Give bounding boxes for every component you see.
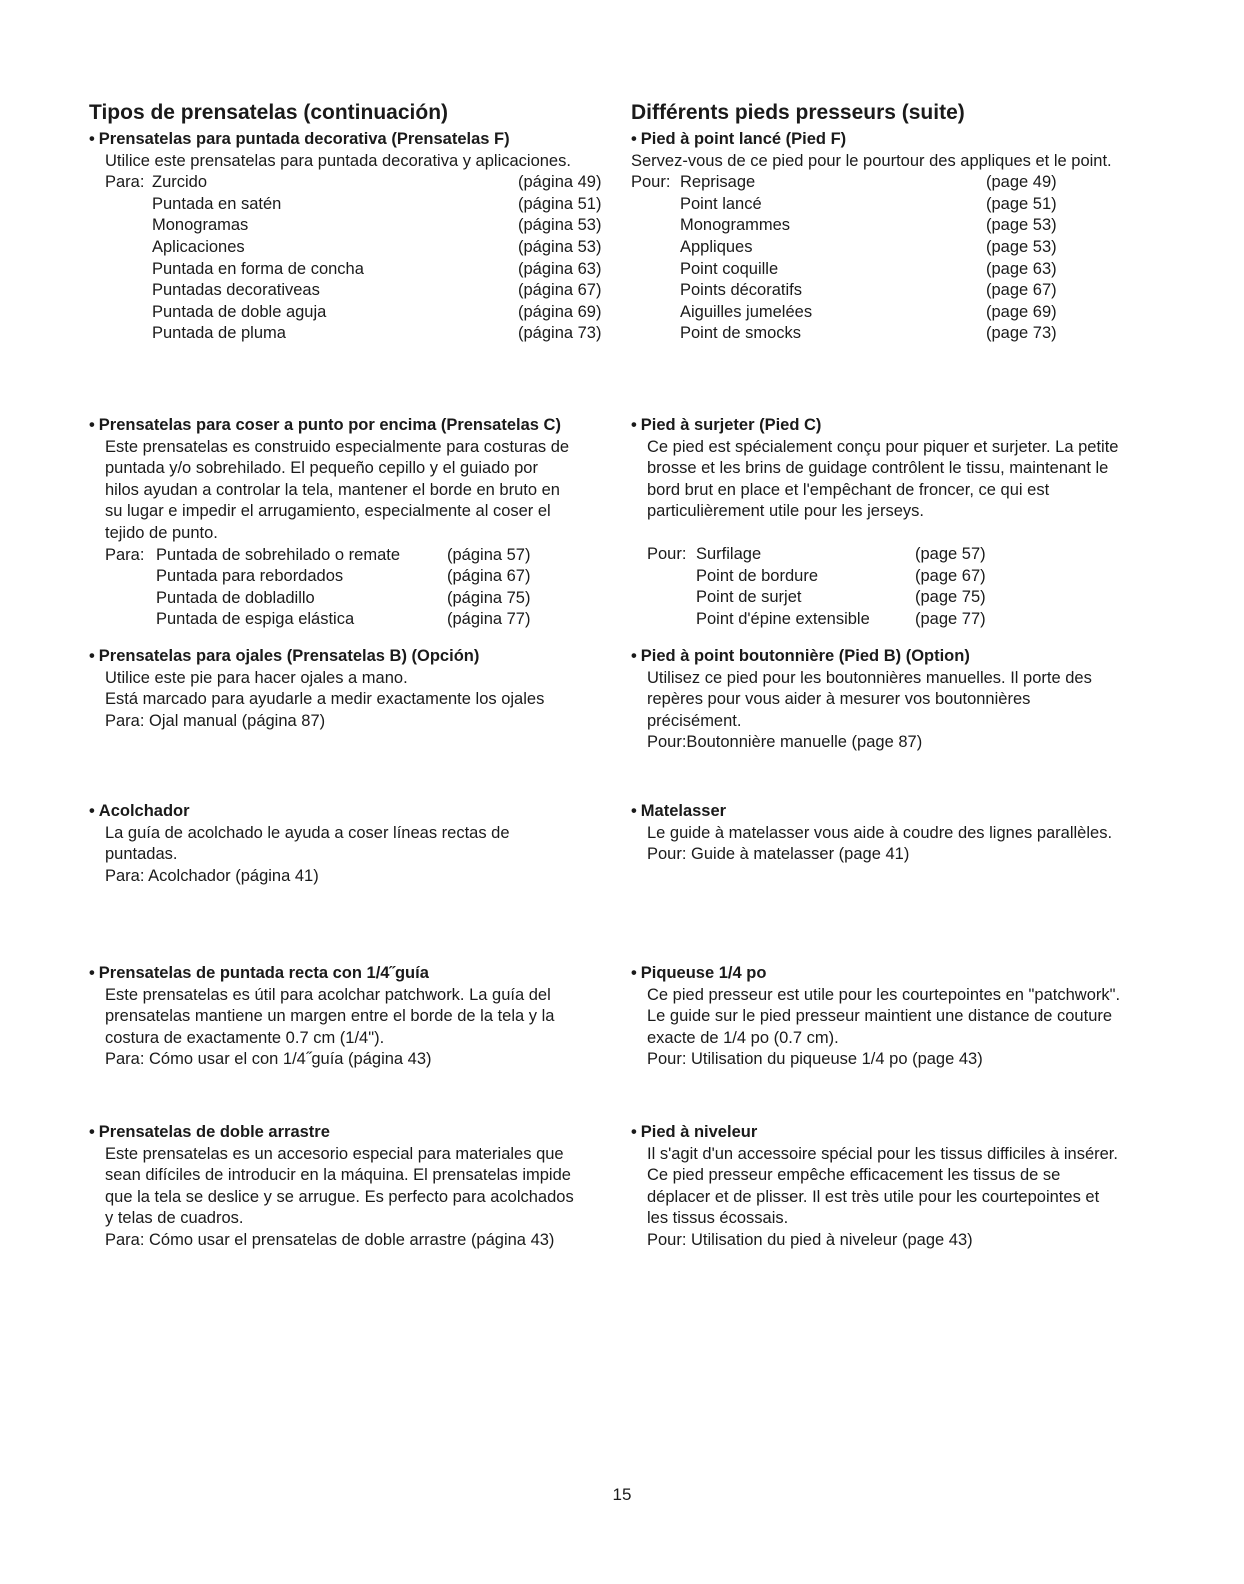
section-fr-buttonhole-foot (631, 646, 1176, 754)
section-title: • Prensatelas para puntada decorativa (Prensatelas F) (89, 129, 619, 151)
reference-row (105, 588, 619, 610)
reference-list (89, 172, 619, 345)
section-body: La guía de acolchado le ayuda a coser líneas rectas de puntadas. Para: Acolchador (página 41) (105, 823, 510, 885)
reference-row (105, 302, 619, 324)
reference-item: Aplicaciones (152, 237, 245, 256)
section-title: • Matelasser (631, 801, 1176, 823)
reference-item: Point de surjet (696, 588, 802, 607)
reference-page: (page 63) (986, 259, 1057, 278)
reference-item: Point de bordure (696, 566, 819, 585)
reference-row (105, 323, 619, 345)
section-body: Le guide à matelasser vous aide à coudre des lignes parallèles. Pour: Guide à matelasser (page 41) (647, 823, 1113, 864)
reference-row (631, 215, 1176, 237)
reference-row (105, 237, 619, 259)
reference-item: Monogramas (152, 216, 249, 235)
reference-item: Point d'épine extensible (696, 609, 870, 628)
reference-row (105, 172, 619, 194)
section-body: Servez-vous de ce pied pour le pourtour des appliques et le point. (631, 151, 1112, 170)
reference-page: (page 67) (986, 281, 1057, 300)
reference-row (631, 302, 1176, 324)
reference-item: Puntada de doble aguja (152, 302, 327, 321)
section-fr-walking-foot (631, 1122, 1176, 1252)
reference-page: (page 57) (915, 544, 986, 563)
section-body: Este prensatelas es construido especialmente para costuras de puntada y/o sobrehilado. El pequeño cepillo y el guiado por hilos ayudan a controlar la tela, mantener el borde en bruto en su lugar e impedir el arrugamiento, especialmente al coser el tejido de punto. (105, 437, 570, 542)
reference-page: (page 49) (986, 173, 1057, 192)
section-es-walking-foot (89, 1122, 624, 1252)
reference-row (105, 259, 619, 281)
french-column (631, 100, 1161, 130)
reference-row (105, 215, 619, 237)
reference-list (631, 172, 1176, 345)
section-title: • Prensatelas de puntada recta con 1/4˝guía (89, 963, 619, 985)
reference-item: Puntada de dobladillo (156, 588, 315, 607)
reference-item: Puntada para rebordados (156, 567, 344, 586)
reference-item: Points décoratifs (680, 281, 802, 300)
section-title: • Prensatelas para coser a punto por encima (Prensatelas C) (89, 415, 619, 437)
reference-page: (page 51) (986, 194, 1057, 213)
reference-label: Pour: (631, 173, 671, 192)
reference-row (105, 194, 619, 216)
section-fr-quarter-inch-foot (631, 963, 1176, 1071)
reference-page: (page 53) (986, 216, 1057, 235)
reference-page: (página 49) (518, 173, 602, 192)
reference-row (631, 172, 1176, 194)
reference-item: Zurcido (152, 173, 208, 192)
reference-page: (página 57) (447, 545, 531, 564)
reference-item: Point coquille (680, 259, 779, 278)
reference-item: Puntada en satén (152, 194, 282, 213)
section-body: Utilice este pie para hacer ojales a mano. Está marcado para ayudarle a medir exactamente los ojales Para: Ojal manual (página 87) (105, 668, 545, 730)
reference-item: Puntada de pluma (152, 324, 286, 343)
reference-row (647, 566, 1176, 588)
reference-item: Point de smocks (680, 324, 802, 343)
reference-row (647, 587, 1176, 609)
section-es-decorative-foot (89, 129, 619, 345)
reference-page: (página 77) (447, 610, 531, 629)
reference-page: (página 53) (518, 237, 602, 256)
reference-list (631, 544, 1176, 630)
reference-row (631, 194, 1176, 216)
reference-page: (página 67) (518, 281, 602, 300)
reference-item: Surfilage (696, 544, 762, 563)
reference-page: (página 51) (518, 194, 602, 213)
reference-label: Pour: (647, 544, 687, 563)
section-body: Utilice este prensatelas para puntada decorativa y aplicaciones. (105, 151, 571, 170)
reference-page: (page 75) (915, 588, 986, 607)
reference-label: Para: (105, 173, 145, 192)
reference-page: (page 69) (986, 302, 1057, 321)
reference-item: Reprisage (680, 173, 756, 192)
reference-page: (page 77) (915, 609, 986, 628)
section-title: • Pied à point boutonnière (Pied B) (Option) (631, 646, 1176, 668)
reference-page: (page 73) (986, 324, 1057, 343)
reference-item: Appliques (680, 237, 753, 256)
reference-page: (página 73) (518, 324, 602, 343)
section-es-buttonhole-foot (89, 646, 619, 732)
reference-page: (page 67) (915, 566, 986, 585)
reference-row (631, 323, 1176, 345)
reference-label: Para: (105, 545, 145, 564)
section-title: • Pied à surjeter (Pied C) (631, 415, 1176, 437)
page-title-fr: Différents pieds presseurs (suite) (631, 101, 965, 124)
reference-item: Puntada en forma de concha (152, 259, 364, 278)
reference-item: Puntada de espiga elástica (156, 610, 355, 629)
section-title: • Prensatelas de doble arrastre (89, 1122, 624, 1144)
reference-page: (page 53) (986, 237, 1057, 256)
section-fr-decorative-foot (631, 129, 1176, 345)
section-title: • Pied à point lancé (Pied F) (631, 129, 1176, 151)
page-number: 15 (612, 1485, 632, 1504)
spanish-column (89, 100, 619, 130)
reference-page: (página 69) (518, 302, 602, 321)
reference-row (631, 280, 1176, 302)
reference-row (631, 237, 1176, 259)
section-body: Ce pied est spécialement conçu pour piquer et surjeter. La petite brosse et les brins de guidage contrôlent le tissu, maintenant le bord brut en place et l'empêchant de froncer, ce qui est particulièrement utile pour les jerseys. (647, 437, 1119, 521)
section-es-quarter-inch-foot (89, 963, 619, 1071)
section-body: Este prensatelas es un accesorio especial para materiales que sean difíciles de introducir en la máquina. El prensatelas impide que la tela se deslice y se arrugue. Es perfecto para acolchados y telas de cuadros. Para: Cómo usar el prensatelas de doble arrastre (página 43) (105, 1144, 574, 1249)
section-fr-quilter (631, 801, 1176, 866)
reference-item: Puntada de sobrehilado o remate (156, 545, 401, 564)
reference-page: (página 75) (447, 588, 531, 607)
reference-item: Puntadas decorativeas (152, 281, 320, 300)
section-title: • Acolchador (89, 801, 619, 823)
section-es-quilter (89, 801, 619, 887)
reference-item: Aiguilles jumelées (680, 302, 813, 321)
reference-item: Monogrammes (680, 216, 791, 235)
section-es-overlock-foot (89, 415, 619, 631)
section-body: Utilisez ce pied pour les boutonnières manuelles. Il porte des repères pour vous aider à mesurer vos boutonnières précisément. Pour:Boutonnière manuelle (page 87) (647, 668, 1092, 752)
reference-row (647, 544, 1176, 566)
reference-row (105, 280, 619, 302)
section-body: Il s'agit d'un accessoire spécial pour les tissus difficiles à insérer. Ce pied presseur empêche efficacement les tissus de se déplacer et de plisser. Il est très utile pour les courtepointes et les tissus écossais. Pour: Utilisation du pied à niveleur (page 43) (647, 1144, 1118, 1249)
section-title: • Piqueuse 1/4 po (631, 963, 1176, 985)
reference-row (105, 545, 619, 567)
reference-row (631, 259, 1176, 281)
reference-item: Point lancé (680, 194, 762, 213)
reference-row (105, 609, 619, 631)
section-title: • Prensatelas para ojales (Prensatelas B) (Opción) (89, 646, 619, 668)
page-title-es: Tipos de prensatelas (continuación) (89, 101, 449, 124)
section-title: • Pied à niveleur (631, 1122, 1176, 1144)
section-body: Este prensatelas es útil para acolchar patchwork. La guía del prensatelas mantiene un margen entre el borde de la tela y la costura de exactamente 0.7 cm (1/4"). Para: Cómo usar el con 1/4˝guía (página 43) (105, 985, 555, 1069)
reference-row (647, 609, 1176, 631)
reference-page: (página 53) (518, 216, 602, 235)
reference-row (105, 566, 619, 588)
reference-page: (página 67) (447, 567, 531, 586)
reference-list (89, 545, 619, 631)
section-fr-overlock-foot (631, 415, 1176, 630)
reference-page: (página 63) (518, 259, 602, 278)
section-body: Ce pied presseur est utile pour les courtepointes en "patchwork". Le guide sur le pied presseur maintient une distance de couture exacte de 1/4 po (0.7 cm). Pour: Utilisation du piqueuse 1/4 po (page 43) (647, 985, 1121, 1069)
